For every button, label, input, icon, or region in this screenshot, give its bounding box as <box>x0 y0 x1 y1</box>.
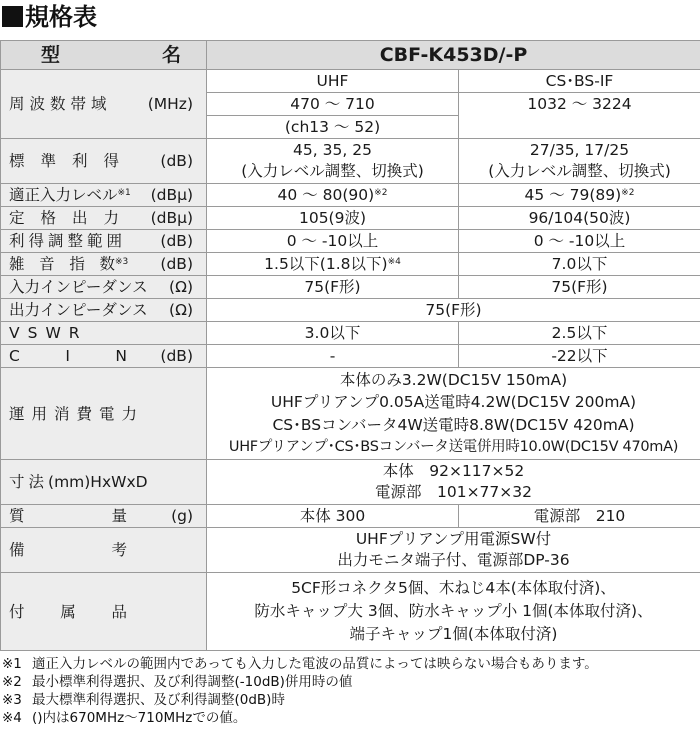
size-value <box>207 460 700 505</box>
table-row <box>1 368 700 460</box>
unit-text: (dB) <box>160 347 193 365</box>
model-name: CBF-K453D/-P <box>207 41 700 70</box>
label-text: 付 属 品 <box>9 602 127 621</box>
label-text: 定 格 出 力 <box>9 209 119 227</box>
row-label-out-imp <box>1 299 207 322</box>
weight-main: 本体 300 <box>207 505 459 528</box>
gain-cs-note: (入力レベル調整、切換式) <box>488 162 671 180</box>
label-text: 雑 音 指 数 $^{※3}$ <box>9 255 129 273</box>
header-char-kata: 型 <box>41 44 61 66</box>
footnote-text: 最小標準利得選択、及び利得調整(-10dB)併用時の値 <box>32 674 353 690</box>
power-value <box>207 368 700 460</box>
footnote-text: 最大標準利得選択、及び利得調整(0dB)時 <box>32 692 285 708</box>
row-label-input <box>1 184 207 207</box>
accessories-line: 端子キャップ1個(本体取付済) <box>349 625 558 643</box>
header-char-mei: 名 <box>161 44 181 66</box>
footnote-text: 適正入力レベルの範囲内であっても入力した電波の品質によっては映らない場合もあります。 <box>32 656 598 672</box>
gain-cs <box>459 139 700 184</box>
label-text: VSWR <box>9 324 88 342</box>
footnote-mark: ※4 <box>2 710 22 726</box>
table-row <box>1 528 700 573</box>
remarks-value <box>207 528 700 573</box>
freq-uhf-range: 470 ～ 710 <box>207 93 459 116</box>
gain-uhf <box>207 139 459 184</box>
table-row <box>1 345 700 368</box>
unit-text: (MHz) <box>147 95 193 113</box>
input-uhf: 40 ～ $80(90)^{※2}$ <box>207 184 459 207</box>
accessories-line: 防水キャップ大 3個、防水キャップ小 1個(本体取付済)、 <box>254 602 653 620</box>
cin-uhf: - <box>207 345 459 368</box>
label-text: 質 量 <box>9 507 127 525</box>
unit-text: (dBμ) <box>150 209 193 227</box>
vswr-uhf: 3.0以下 <box>207 322 459 345</box>
footnote <box>2 673 598 691</box>
row-label-noise <box>1 253 207 276</box>
row-label-freq <box>1 70 207 139</box>
table-row <box>1 70 700 93</box>
table-header-row <box>1 41 700 70</box>
vswr-cs: 2.5以下 <box>459 322 700 345</box>
row-label-in-imp <box>1 276 207 299</box>
row-label-output <box>1 207 207 230</box>
unit-text: (Ω) <box>169 301 193 319</box>
table-row <box>1 505 700 528</box>
footnote-mark: ※2 <box>2 674 22 690</box>
header-label-cell <box>1 41 207 70</box>
gain-uhf-note: (入力レベル調整、切換式) <box>241 162 424 180</box>
out-imp-value: 75(F形) <box>207 299 700 322</box>
cin-cs: -22以下 <box>459 345 700 368</box>
noise-uhf: 1.5以下(1.8以下)$^{※4}$ <box>207 253 459 276</box>
footnote-mark: ※1 <box>2 656 22 672</box>
remarks-line: 出力モニタ端子付、電源部DP-36 <box>337 551 570 569</box>
in-imp-cs: 75(F形) <box>459 276 700 299</box>
table-row <box>1 207 700 230</box>
accessories-value <box>207 573 700 651</box>
row-label-accessories <box>1 573 207 651</box>
table-row <box>1 230 700 253</box>
unit-text: (dB) <box>160 152 193 170</box>
table-row <box>1 299 700 322</box>
row-label-size <box>1 460 207 505</box>
footnote <box>2 655 598 673</box>
power-line: UHFプリアンプ･CS･BSコンバータ送電併用時10.0W(DC15V 470mA) <box>228 439 679 455</box>
remarks-line: UHFプリアンプ用電源SW付 <box>355 530 552 548</box>
power-line: CS･BSコンバータ4W送電時8.8W(DC15V 420mA) <box>272 415 635 434</box>
freq-cs-range: 1032 ～ 3224 <box>459 93 700 139</box>
power-line: UHFプリアンプ0.05A送電時4.2W(DC15V 200mA) <box>270 393 637 411</box>
spec-table <box>0 40 700 651</box>
unit-text: (dB) <box>160 255 193 273</box>
label-text: C I N <box>9 347 127 365</box>
unit-text: (dBμ) <box>150 186 193 204</box>
row-label-cin <box>1 345 207 368</box>
footnote-mark: ※3 <box>2 692 22 708</box>
row-label-vswr <box>1 322 207 345</box>
table-row <box>1 573 700 651</box>
table-row <box>1 460 700 505</box>
noise-cs: 7.0以下 <box>459 253 700 276</box>
label-text: 運用消費電力 <box>9 404 145 423</box>
size-main: 本体 92×117×52 <box>382 462 525 480</box>
band-uhf: UHF <box>207 70 459 93</box>
label-text: 備 考 <box>9 541 127 559</box>
gain-cs-values: 27/35, 17/25 <box>529 141 630 159</box>
table-row <box>1 184 700 207</box>
adjust-cs: 0 ～ -10以上 <box>459 230 700 253</box>
table-row <box>1 276 700 299</box>
unit-text: (g) <box>171 507 193 525</box>
input-cs: 45 ～ $79(89)^{※2}$ <box>459 184 700 207</box>
row-label-weight <box>1 505 207 528</box>
label-text: 周波数帯域 <box>9 95 112 113</box>
power-line: 本体のみ3.2W(DC15V 150mA) <box>339 370 568 389</box>
gain-uhf-values: 45, 35, 25 <box>293 141 372 159</box>
unit-text: (dB) <box>160 232 193 250</box>
size-psu: 電源部 101×77×32 <box>374 483 532 501</box>
footnote-text: ()内は670MHz～710MHzでの値。 <box>32 710 247 726</box>
row-label-adjust <box>1 230 207 253</box>
band-cs: CS･BS-IF <box>459 70 700 93</box>
accessories-line: 5CF形コネクタ5個、木ねじ4本(本体取付済)、 <box>291 579 616 597</box>
title-text: 規格表 <box>25 3 97 31</box>
footnotes <box>2 655 598 727</box>
page-title <box>2 1 97 33</box>
label-text: 標 準 利 得 <box>9 152 119 170</box>
table-row <box>1 253 700 276</box>
label-text: 適正入力レベル$^{※1}$ <box>9 186 131 204</box>
title-square-icon <box>2 6 23 27</box>
row-label-gain <box>1 139 207 184</box>
table-row <box>1 322 700 345</box>
adjust-uhf: 0 ～ -10以上 <box>207 230 459 253</box>
row-label-power <box>1 368 207 460</box>
label-text: 入力インピーダンス <box>9 278 148 296</box>
row-label-remarks <box>1 528 207 573</box>
footnote <box>2 691 598 709</box>
footnote <box>2 709 598 727</box>
label-text: 寸法(mm)HxWxD <box>9 473 148 491</box>
freq-uhf-ch: (ch13 ～ 52) <box>207 116 459 139</box>
weight-psu: 電源部 210 <box>459 505 700 528</box>
table-row <box>1 139 700 184</box>
label-text: 利得調整範囲 <box>9 232 127 250</box>
label-text: 出力インピーダンス <box>9 301 148 319</box>
unit-text: (Ω) <box>169 278 193 296</box>
output-uhf: 105(9波) <box>207 207 459 230</box>
output-cs: 96/104(50波) <box>459 207 700 230</box>
in-imp-uhf: 75(F形) <box>207 276 459 299</box>
